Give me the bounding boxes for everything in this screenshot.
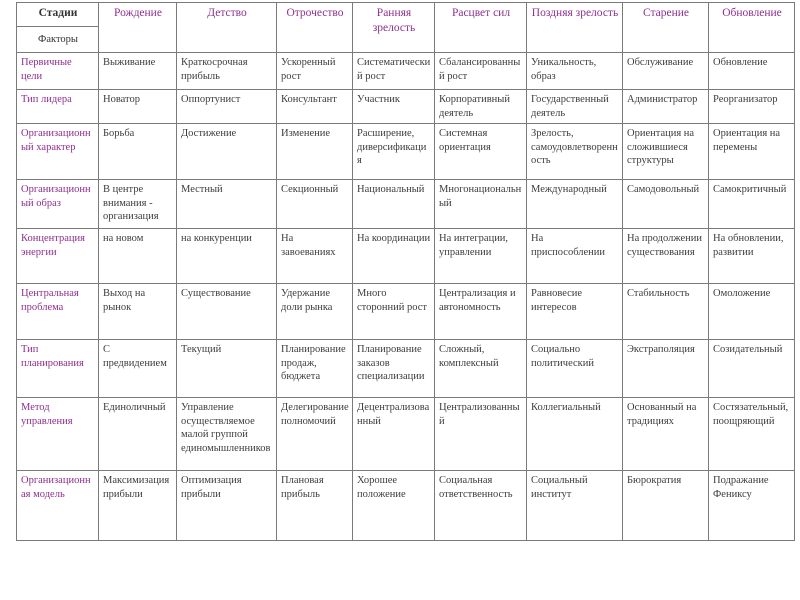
- table-cell: Международный: [527, 179, 623, 228]
- table-row: [17, 339, 795, 397]
- stage-header: Старение: [623, 3, 709, 53]
- table-cell: На приспособлении: [527, 228, 623, 283]
- table-cell: Экстраполяция: [623, 339, 709, 397]
- factor-label: Организационная модель: [17, 470, 99, 540]
- table-cell: Обновление: [709, 53, 795, 90]
- header-row: [17, 3, 795, 27]
- table-cell: Подражание Фениксу: [709, 470, 795, 540]
- table-cell: С предвидением: [99, 339, 177, 397]
- table-cell: Систематический рост: [353, 53, 435, 90]
- table-cell: Зрелость, самоудовлетворенность: [527, 123, 623, 179]
- table-row: [17, 397, 795, 470]
- table-cell: Обслуживание: [623, 53, 709, 90]
- table-cell: Коллегиальный: [527, 397, 623, 470]
- table-row: [17, 53, 795, 90]
- table-cell: Изменение: [277, 123, 353, 179]
- stage-header: Отрочество: [277, 3, 353, 53]
- table-cell: Ориентация на перемены: [709, 123, 795, 179]
- table-cell: Децентрализованный: [353, 397, 435, 470]
- table-cell: Многонациональный: [435, 179, 527, 228]
- table-cell: Реорганизатор: [709, 90, 795, 124]
- table-cell: Выживание: [99, 53, 177, 90]
- table-cell: Выход на рынок: [99, 283, 177, 339]
- table-row: [17, 90, 795, 124]
- factors-corner-label: Факторы: [17, 27, 99, 53]
- factor-label: Тип лидера: [17, 90, 99, 124]
- table-row: [17, 179, 795, 228]
- table-body: [17, 3, 795, 541]
- table-cell: Стабильность: [623, 283, 709, 339]
- table-cell: Секционный: [277, 179, 353, 228]
- table-cell: Уникальность, образ: [527, 53, 623, 90]
- table-cell: Бюрократия: [623, 470, 709, 540]
- table-cell: Ориентация на сложившиеся структуры: [623, 123, 709, 179]
- table-cell: Централизация и автономность: [435, 283, 527, 339]
- table-cell: Самокритичный: [709, 179, 795, 228]
- table-cell: Оппортунист: [177, 90, 277, 124]
- table-cell: Ускоренный рост: [277, 53, 353, 90]
- table-cell: Краткосрочная прибыль: [177, 53, 277, 90]
- table-cell: На завоеваниях: [277, 228, 353, 283]
- table-cell: Борьба: [99, 123, 177, 179]
- table-cell: Созидательный: [709, 339, 795, 397]
- table-cell: Оптимизация прибыли: [177, 470, 277, 540]
- stages-corner-label: Стадии: [17, 3, 99, 27]
- table-row: [17, 228, 795, 283]
- factor-label: Первичные цели: [17, 53, 99, 90]
- stage-header: Обновление: [709, 3, 795, 53]
- table-row: [17, 123, 795, 179]
- stage-header: Расцвет сил: [435, 3, 527, 53]
- table-cell: Сложный, комплексный: [435, 339, 527, 397]
- factor-label: Метод управления: [17, 397, 99, 470]
- stage-header: Ранняя зрелость: [353, 3, 435, 53]
- table-cell: Текущий: [177, 339, 277, 397]
- table-cell: Социальная ответственность: [435, 470, 527, 540]
- stages-table-sheet: [16, 2, 794, 592]
- table-cell: Консультант: [277, 90, 353, 124]
- table-cell: Максимизация прибыли: [99, 470, 177, 540]
- table-cell: Расширение, диверсификация: [353, 123, 435, 179]
- table-cell: Новатор: [99, 90, 177, 124]
- table-cell: Много сторонний рост: [353, 283, 435, 339]
- table-cell: Удержание доли рынка: [277, 283, 353, 339]
- factor-label: Организационный характер: [17, 123, 99, 179]
- table-cell: На обновлении, развитии: [709, 228, 795, 283]
- table-cell: На продолжении существования: [623, 228, 709, 283]
- table-cell: На координации: [353, 228, 435, 283]
- table-cell: Планирование продаж, бюджета: [277, 339, 353, 397]
- table-cell: Участник: [353, 90, 435, 124]
- table-cell: на новом: [99, 228, 177, 283]
- table-cell: Состязательный, поощряющий: [709, 397, 795, 470]
- factor-label: Центральная проблема: [17, 283, 99, 339]
- table-cell: Основанный на традициях: [623, 397, 709, 470]
- table-cell: Корпоративный деятель: [435, 90, 527, 124]
- table-cell: Планирование заказов специализации: [353, 339, 435, 397]
- lifecycle-stages-table: [16, 2, 795, 541]
- table-cell: Существование: [177, 283, 277, 339]
- table-cell: Делегирование полномочий: [277, 397, 353, 470]
- table-cell: Социальный институт: [527, 470, 623, 540]
- table-row: [17, 283, 795, 339]
- table-cell: на конкуренции: [177, 228, 277, 283]
- table-cell: Администратор: [623, 90, 709, 124]
- table-row: [17, 470, 795, 540]
- table-cell: Управление осуществляемое малой группой единомышленников: [177, 397, 277, 470]
- table-cell: Омоложение: [709, 283, 795, 339]
- table-cell: Самодовольный: [623, 179, 709, 228]
- table-cell: Сбалансированный рост: [435, 53, 527, 90]
- table-cell: Государственный деятель: [527, 90, 623, 124]
- table-cell: Национальный: [353, 179, 435, 228]
- factor-label: Организационный образ: [17, 179, 99, 228]
- stage-header: Детство: [177, 3, 277, 53]
- table-cell: Местный: [177, 179, 277, 228]
- stage-header: Рождение: [99, 3, 177, 53]
- table-cell: Централизованный: [435, 397, 527, 470]
- table-cell: На интеграции, управлении: [435, 228, 527, 283]
- table-cell: Хорошее положение: [353, 470, 435, 540]
- factor-label: Тип планирования: [17, 339, 99, 397]
- factor-label: Концентрация энергии: [17, 228, 99, 283]
- table-cell: Системная ориентация: [435, 123, 527, 179]
- table-cell: Достижение: [177, 123, 277, 179]
- table-cell: Плановая прибыль: [277, 470, 353, 540]
- stage-header: Поздняя зрелость: [527, 3, 623, 53]
- table-cell: В центре внимания - организация: [99, 179, 177, 228]
- table-cell: Социально политический: [527, 339, 623, 397]
- table-cell: Равновесие интересов: [527, 283, 623, 339]
- table-cell: Единоличный: [99, 397, 177, 470]
